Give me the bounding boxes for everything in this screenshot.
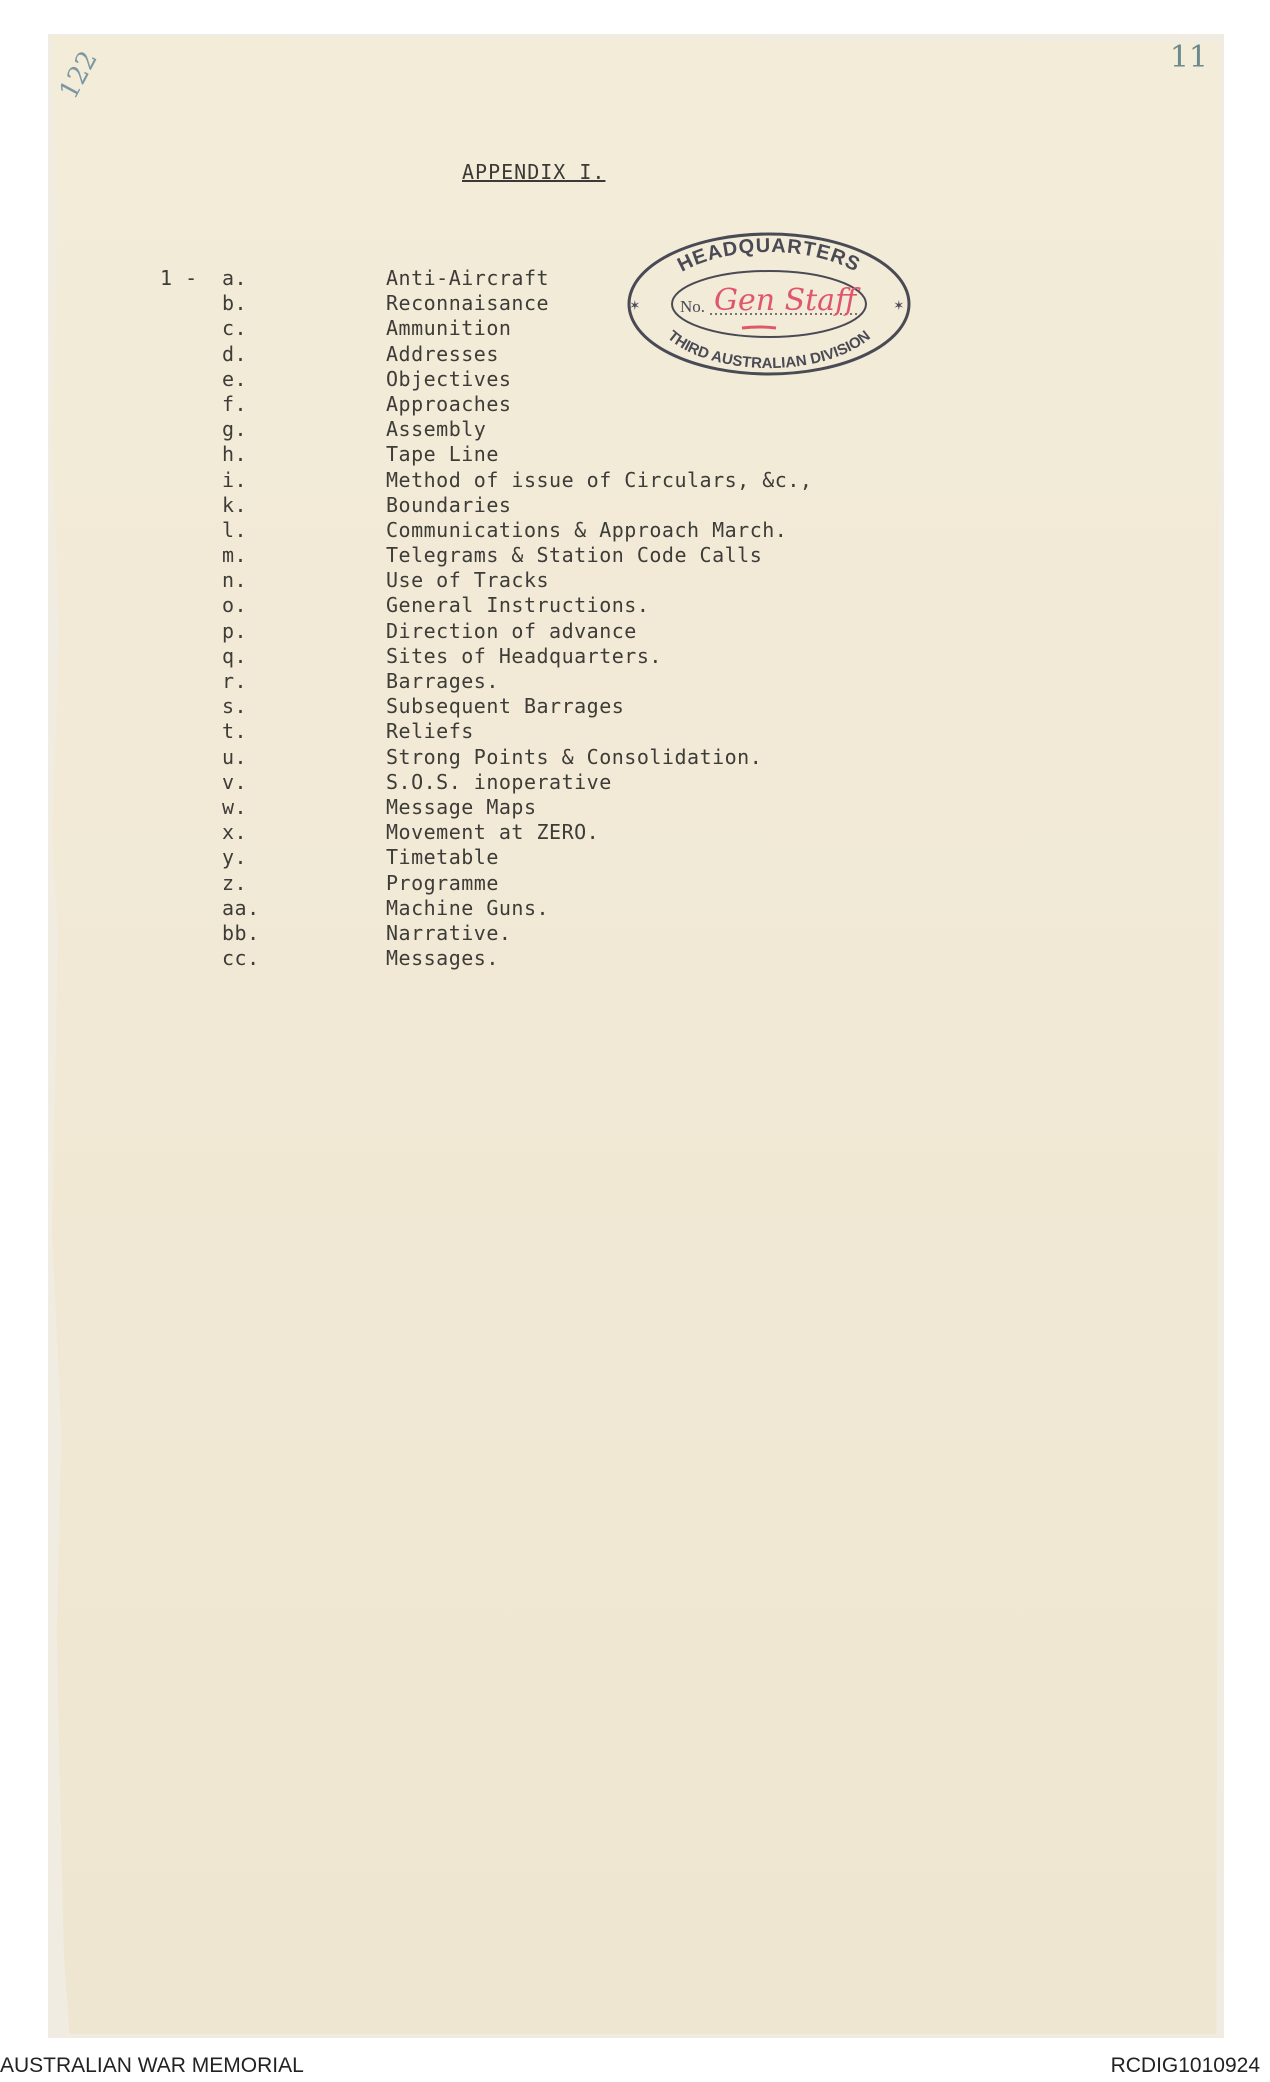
item-letter: o. — [222, 593, 248, 618]
folio-number-top: 11 — [1169, 40, 1208, 75]
item-letter: k. — [222, 492, 248, 517]
item-letter: e. — [222, 366, 248, 391]
item-subject: S.O.S. inoperative — [386, 769, 612, 794]
item-letter: s. — [222, 694, 248, 719]
item-letter: r. — [222, 669, 248, 693]
stamp-handwritten-note: Gen Staff — [714, 283, 857, 318]
item-letter: bb. — [222, 920, 260, 945]
item-subject: General Instructions. — [386, 593, 650, 618]
item-subject: Approaches — [386, 391, 512, 416]
item-subject: Reliefs — [386, 719, 474, 744]
item-subject: Objectives — [386, 366, 512, 391]
footer-source: AUSTRALIAN WAR MEMORIAL — [0, 2054, 304, 2077]
item-subject: Tape Line — [386, 442, 499, 467]
item-subject: Machine Guns. — [386, 895, 550, 920]
item-subject: Method of issue of Circulars, &c., — [386, 467, 813, 492]
item-subject: Assembly — [386, 417, 487, 442]
item-letter: h. — [222, 442, 248, 467]
item-letter: w. — [222, 794, 248, 819]
footer-identifier: RCDIG1010924 — [1110, 2054, 1260, 2077]
item-letter: d. — [222, 341, 248, 366]
stamp-bottom-text: THIRD AUSTRALIAN DIVISION — [664, 327, 874, 373]
item-subject: Strong Points & Consolidation. — [386, 744, 763, 769]
item-subject: Movement at ZERO. — [386, 820, 600, 845]
stamp-top-text: HEADQUARTERS — [674, 234, 864, 277]
item-letter: c. — [222, 316, 248, 341]
item-subject: Ammunition — [386, 316, 512, 341]
headquarters-stamp — [624, 230, 914, 378]
item-letter: m. — [222, 543, 248, 568]
item-letter: i. — [222, 467, 248, 492]
item-letter: aa. — [222, 895, 260, 920]
item-letter: v. — [222, 769, 248, 794]
item-letter: f. — [222, 391, 248, 416]
stamp-number-label: No. — [680, 297, 706, 316]
item-subject: Reconnaisance — [386, 291, 550, 316]
item-subject: Narrative. — [386, 920, 512, 945]
item-subject: Timetable — [386, 845, 499, 870]
item-letter: x. — [222, 820, 248, 845]
item-letter: b. — [222, 291, 248, 316]
item-subject: Messages. — [386, 946, 499, 971]
item-letter: l. — [222, 517, 248, 542]
item-letter: t. — [222, 719, 248, 744]
item-subject: Barrages. — [386, 669, 499, 693]
item-letter: a. — [222, 266, 248, 290]
item-subject: Anti-Aircraft — [386, 266, 550, 290]
item-subject: Sites of Headquarters. — [386, 643, 662, 668]
item-letter: z. — [222, 870, 248, 895]
item-letter: g. — [222, 417, 248, 442]
item-subject: Message Maps — [386, 794, 537, 819]
item-letter: y. — [222, 845, 248, 870]
item-subject: Addresses — [386, 341, 499, 366]
item-subject: Communications & Approach March. — [386, 517, 788, 542]
item-subject: Use of Tracks — [386, 568, 550, 593]
stamp-star-left: ✶ — [630, 295, 640, 314]
stamp-handwriting-underline — [742, 327, 776, 328]
item-letter: n. — [222, 568, 248, 593]
item-number: 1 - — [160, 266, 198, 290]
item-letter: q. — [222, 643, 248, 668]
page-title: APPENDIX I. — [462, 160, 606, 184]
item-subject: Programme — [386, 870, 499, 895]
folio-number-left: 122 — [54, 46, 104, 105]
item-subject: Subsequent Barrages — [386, 694, 625, 719]
item-letter: cc. — [222, 946, 260, 971]
stamp-star-right: ✶ — [894, 295, 904, 314]
item-subject: Boundaries — [386, 492, 512, 517]
item-letter: u. — [222, 744, 248, 769]
item-letter: p. — [222, 618, 248, 643]
item-subject: Direction of advance — [386, 618, 637, 643]
item-subject: Telegrams & Station Code Calls — [386, 543, 763, 568]
